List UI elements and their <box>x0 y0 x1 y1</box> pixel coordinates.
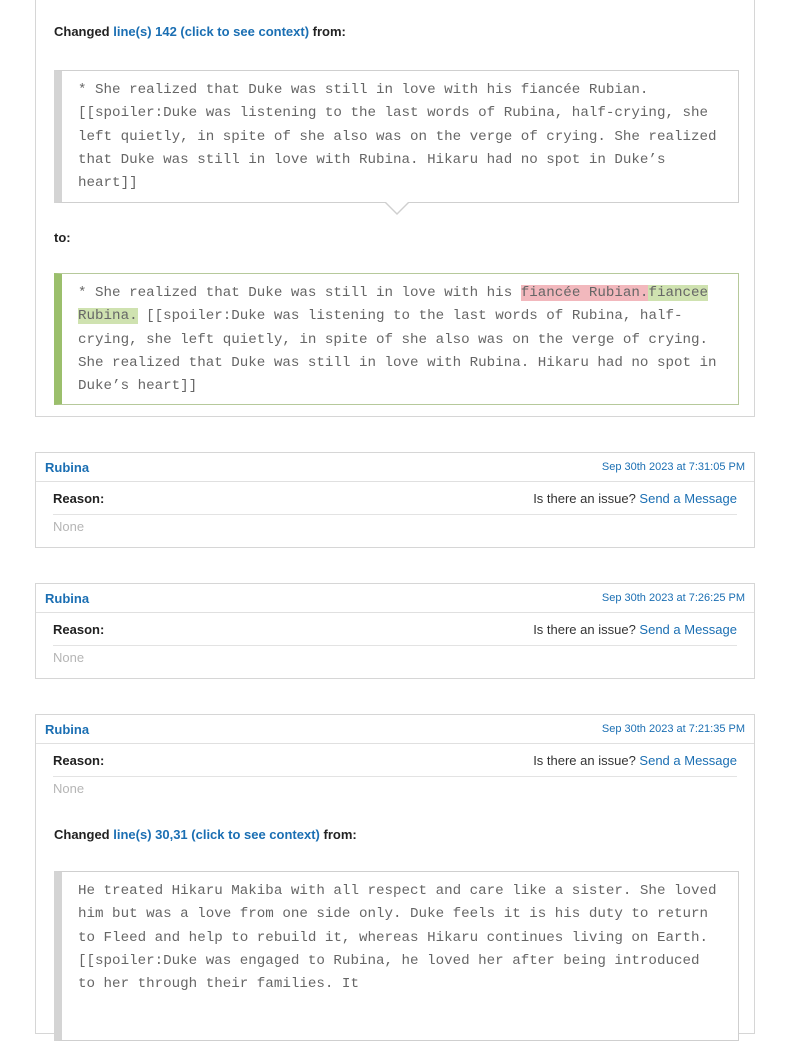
changed-prefix: Changed <box>54 24 114 39</box>
diff-to-box <box>54 273 739 405</box>
changed-suffix: from: <box>319 827 357 842</box>
edit-card <box>35 583 755 679</box>
user-link[interactable]: Rubina <box>45 721 90 737</box>
edit-header <box>36 453 754 482</box>
edit-header <box>36 715 754 744</box>
edit-date[interactable]: Sep 30th 2023 at 7:26:25 PM <box>601 592 745 604</box>
context-link[interactable]: line(s) 142 (click to see context) <box>113 24 310 39</box>
send-message-link[interactable]: Send a Message <box>639 490 737 506</box>
diff-to-prefix: * She realized that Duke was still in love with his <box>78 285 521 301</box>
diff-deleted-text: fiancée Rubian. <box>520 285 649 301</box>
reason-value: None <box>53 781 85 796</box>
diff-to-suffix: [[spoiler:Duke was listening to the last words of Rubina, half-crying, she left quietly, in spite of she also was on the verge of crying. She realized that Duke was still in love with Rubina. Hikaru had no spot in Duke’s heart]] <box>78 308 717 395</box>
send-message-link[interactable]: Send a Message <box>639 621 737 637</box>
reason-value: None <box>53 519 85 534</box>
issue-prompt <box>533 622 737 637</box>
diff-inserted-text: fiancee Rubina. <box>78 285 709 325</box>
context-link[interactable]: line(s) 30,31 (click to see context) <box>113 827 320 842</box>
edit-card-top <box>35 0 755 417</box>
changed-heading <box>54 24 346 39</box>
diff-from-text: * She realized that Duke was still in love with his fiancée Rubian. [[spoiler:Duke was listening to the last words of Rubina, half-crying, she left quietly, in spite of she also was on the verge of crying. She realized that Duke was still in love with Rubina. Hikaru had no spot in Duke’s heart]] <box>78 82 717 192</box>
reason-value: None <box>53 650 85 665</box>
reason-row <box>53 613 737 646</box>
edit-header <box>36 584 754 613</box>
reason-label: Reason: <box>53 490 105 506</box>
diff-arrow <box>385 203 409 215</box>
edit-card <box>35 452 755 548</box>
changed-suffix: from: <box>309 24 346 39</box>
edit-date[interactable]: Sep 30th 2023 at 7:21:35 PM <box>601 723 745 735</box>
reason-label: Reason: <box>53 752 105 768</box>
diff-from-box <box>54 70 739 203</box>
diff-from-text: He treated Hikaru Makiba with all respect and care like a sister. She loved him but was a love from one side only. Duke feels it is his duty to return to Fleed and help to rebuild it, whereas Hikaru continues living on Earth.[[spoiler:Duke was engaged to Rubina, he loved her after being introduced to her through their families. It <box>78 883 717 993</box>
issue-text: Is there an issue? <box>533 752 640 768</box>
to-label: to: <box>54 230 71 245</box>
issue-prompt <box>533 753 737 768</box>
reason-row <box>53 744 737 777</box>
reason-row <box>53 482 737 515</box>
diff-from-box <box>54 871 739 1041</box>
issue-prompt <box>533 491 737 506</box>
reason-label: Reason: <box>53 621 105 637</box>
send-message-link[interactable]: Send a Message <box>639 752 737 768</box>
user-link[interactable]: Rubina <box>45 459 90 475</box>
edit-date[interactable]: Sep 30th 2023 at 7:31:05 PM <box>601 461 745 473</box>
changed-prefix: Changed <box>54 827 114 842</box>
changed-heading <box>54 827 357 842</box>
edit-card <box>35 714 755 1034</box>
user-link[interactable]: Rubina <box>45 590 90 606</box>
issue-text: Is there an issue? <box>533 621 640 637</box>
issue-text: Is there an issue? <box>533 490 640 506</box>
